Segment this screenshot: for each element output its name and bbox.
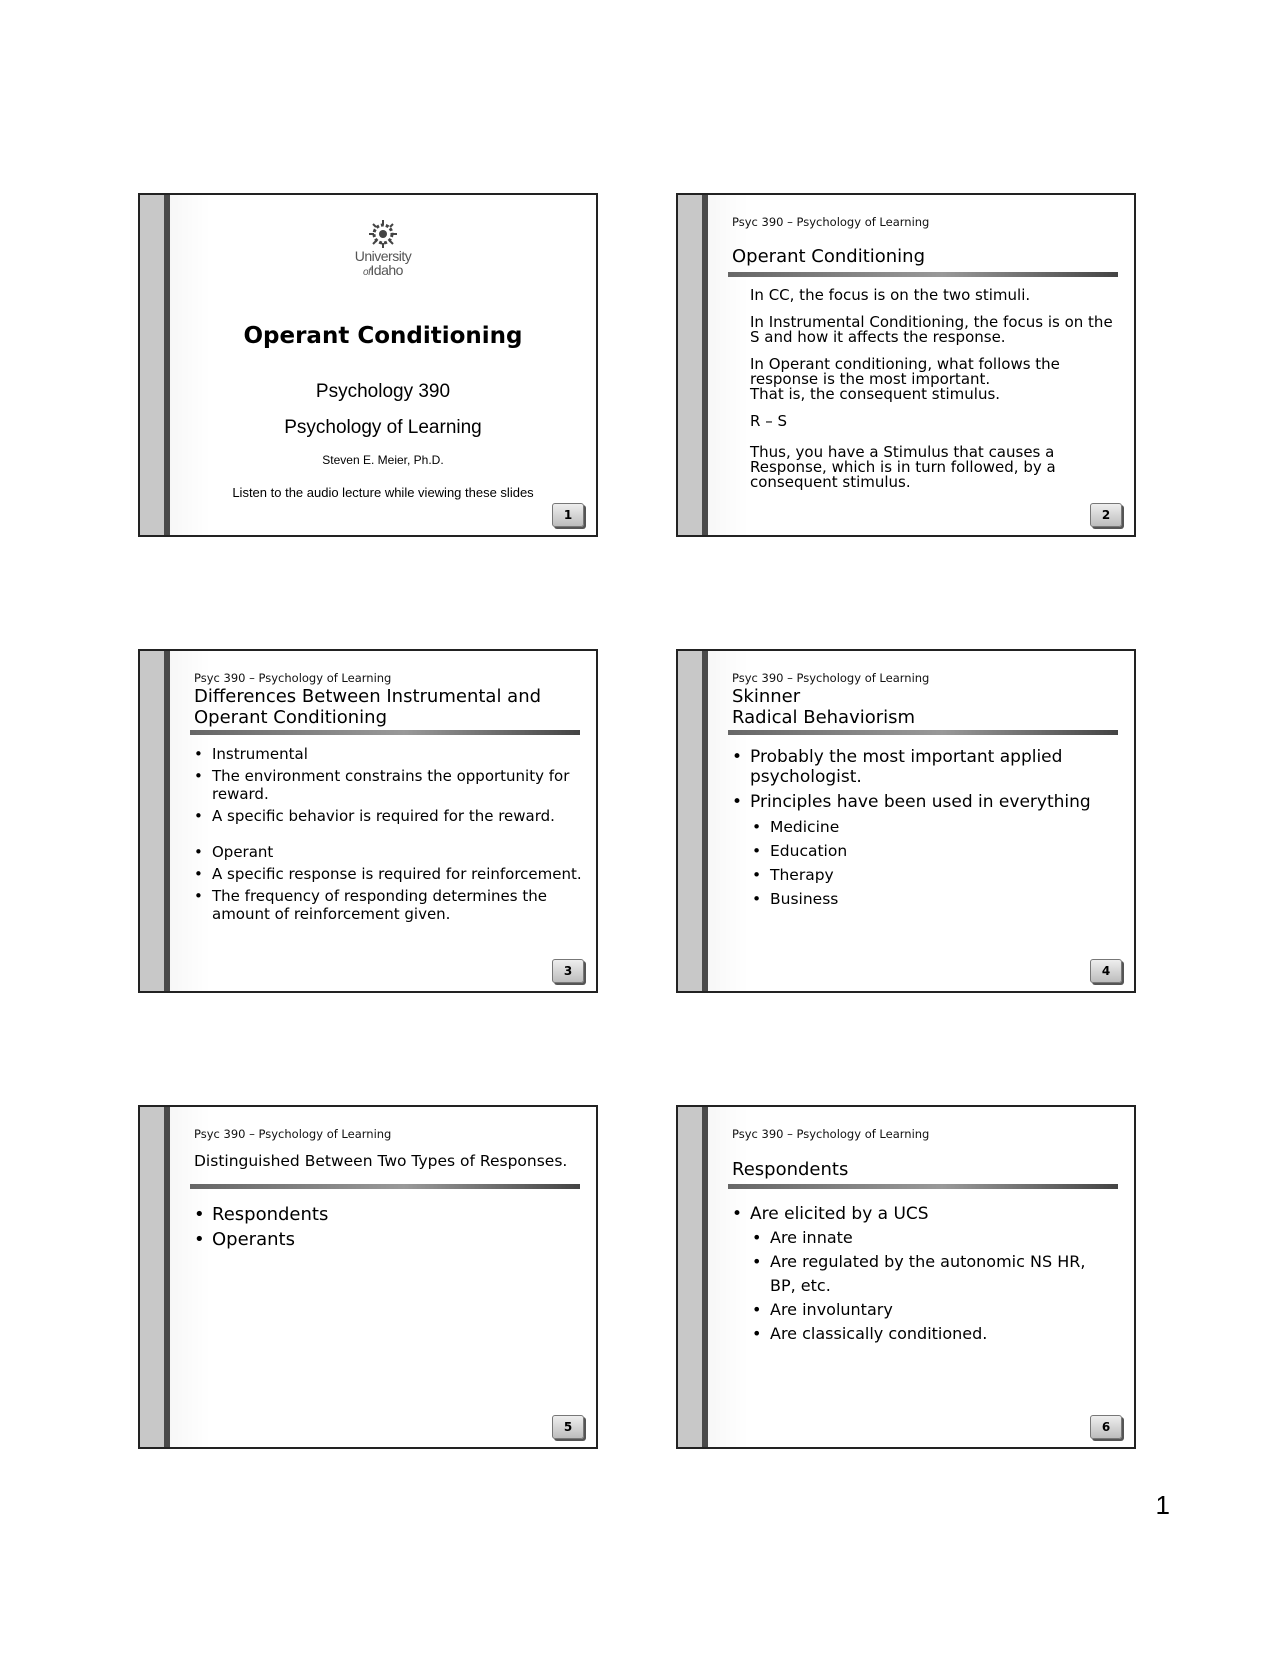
list-item: • Are elicited by a UCS	[732, 1202, 1094, 1226]
list-item: • Operant	[194, 843, 582, 861]
slide-number-badge: 6	[1090, 1415, 1122, 1439]
list-item: • Are classically conditioned.	[752, 1322, 1094, 1346]
slide-side-bar	[140, 651, 164, 991]
slide-3-title	[194, 686, 541, 728]
list-item: • Are regulated by the autonomic NS HR, BP, etc.	[752, 1250, 1094, 1298]
body-paragraph: In Operant conditioning, what follows the response is the most important.	[750, 355, 1060, 388]
body-paragraph: In Instrumental Conditioning, the focus is on the S and how it affects the response.	[750, 313, 1113, 346]
slide-5-bullets	[194, 1202, 582, 1252]
list-item: • Are innate	[752, 1226, 1094, 1250]
slide-1-course: Psychology 390	[315, 381, 451, 402]
slide-6-bullets	[732, 1202, 1094, 1346]
body-paragraph: Thus, you have a Stimulus that causes a Response, which is in turn followed, by a consequent stimulus.	[750, 443, 1056, 491]
list-item: • The frequency of responding determines the amount of reinforcement given.	[194, 887, 582, 923]
slide-header: Psyc 390 – Psychology of Learning	[194, 1127, 392, 1141]
slide-side-bar	[678, 651, 702, 991]
slide-header: Psyc 390 – Psychology of Learning	[732, 1127, 930, 1141]
logo-line-2: Idaho	[370, 262, 403, 278]
slide-side-bar	[678, 1107, 702, 1447]
slide-4	[676, 649, 1136, 993]
slide-side-bar	[678, 195, 702, 535]
slide-1	[138, 193, 598, 537]
slide-number-badge: 1	[552, 503, 584, 527]
slide-side-bar-accent	[702, 1107, 708, 1447]
title-underline	[190, 730, 580, 735]
slide-side-bar-accent	[702, 651, 708, 991]
list-item: • Instrumental	[194, 745, 582, 763]
title-underline	[728, 272, 1118, 277]
list-item: • Therapy	[752, 863, 1122, 887]
university-logo	[140, 219, 596, 280]
body-paragraph: That is, the consequent stimulus.	[750, 385, 1001, 403]
body-paragraph: R – S	[750, 412, 787, 430]
title-underline	[728, 1184, 1118, 1189]
title-line: Operant Conditioning	[194, 707, 388, 728]
list-item: • A specific response is required for reinforcement.	[194, 865, 582, 883]
logo-line-2-prefix: of	[363, 267, 371, 278]
list-item: • Business	[752, 887, 1122, 911]
slide-2	[676, 193, 1136, 537]
slide-header: Psyc 390 – Psychology of Learning	[194, 671, 392, 685]
slide-1-subtitle: Psychology of Learning	[284, 417, 482, 438]
logo-line-1: University	[354, 248, 412, 264]
slide-4-bullets	[732, 747, 1122, 911]
slide-3	[138, 649, 598, 993]
slide-3-bullets	[194, 745, 582, 923]
slide-5	[138, 1105, 598, 1449]
slide-1-note: Listen to the audio lecture while viewing these slides	[232, 485, 534, 500]
list-item: • Probably the most important applied psychologist.	[732, 747, 1122, 787]
slide-4-title	[732, 686, 915, 728]
slide-side-bar	[140, 1107, 164, 1447]
body-paragraph: In CC, the focus is on the two stimuli.	[750, 286, 1031, 304]
title-line: Differences Between Instrumental and	[194, 686, 542, 707]
list-item: • Principles have been used in everything	[732, 792, 1122, 812]
list-item: • The environment constrains the opportunity for reward.	[194, 767, 582, 803]
title-underline	[728, 730, 1118, 735]
slide-6	[676, 1105, 1136, 1449]
university-seal-icon	[368, 219, 398, 249]
slide-side-bar-accent	[164, 651, 170, 991]
title-line: Radical Behaviorism	[732, 707, 916, 728]
list-item: • Operants	[194, 1227, 582, 1252]
list-item: • Are involuntary	[752, 1298, 1094, 1322]
list-item: • Education	[752, 839, 1122, 863]
slide-number-badge: 5	[552, 1415, 584, 1439]
slide-2-title: Operant Conditioning	[732, 246, 926, 267]
slide-header: Psyc 390 – Psychology of Learning	[732, 215, 930, 229]
list-item: • Respondents	[194, 1202, 582, 1227]
slide-1-title: Operant Conditioning	[243, 323, 523, 349]
slide-header: Psyc 390 – Psychology of Learning	[732, 671, 930, 685]
slide-side-bar-accent	[702, 195, 708, 535]
slide-number-badge: 3	[552, 959, 584, 983]
slide-5-title: Distinguished Between Two Types of Responses.	[194, 1152, 568, 1170]
slide-side-bar-accent	[164, 1107, 170, 1447]
list-item: • A specific behavior is required for the reward.	[194, 807, 582, 825]
list-item: • Medicine	[752, 815, 1122, 839]
page-number: 1	[1155, 1490, 1170, 1520]
slide-number-badge: 2	[1090, 503, 1122, 527]
slide-1-author: Steven E. Meier, Ph.D.	[322, 453, 444, 467]
slide-number-badge: 4	[1090, 959, 1122, 983]
title-underline	[190, 1184, 580, 1189]
slide-2-body	[750, 288, 1114, 502]
title-line: Skinner	[732, 686, 801, 707]
slide-6-title: Respondents	[732, 1159, 849, 1180]
